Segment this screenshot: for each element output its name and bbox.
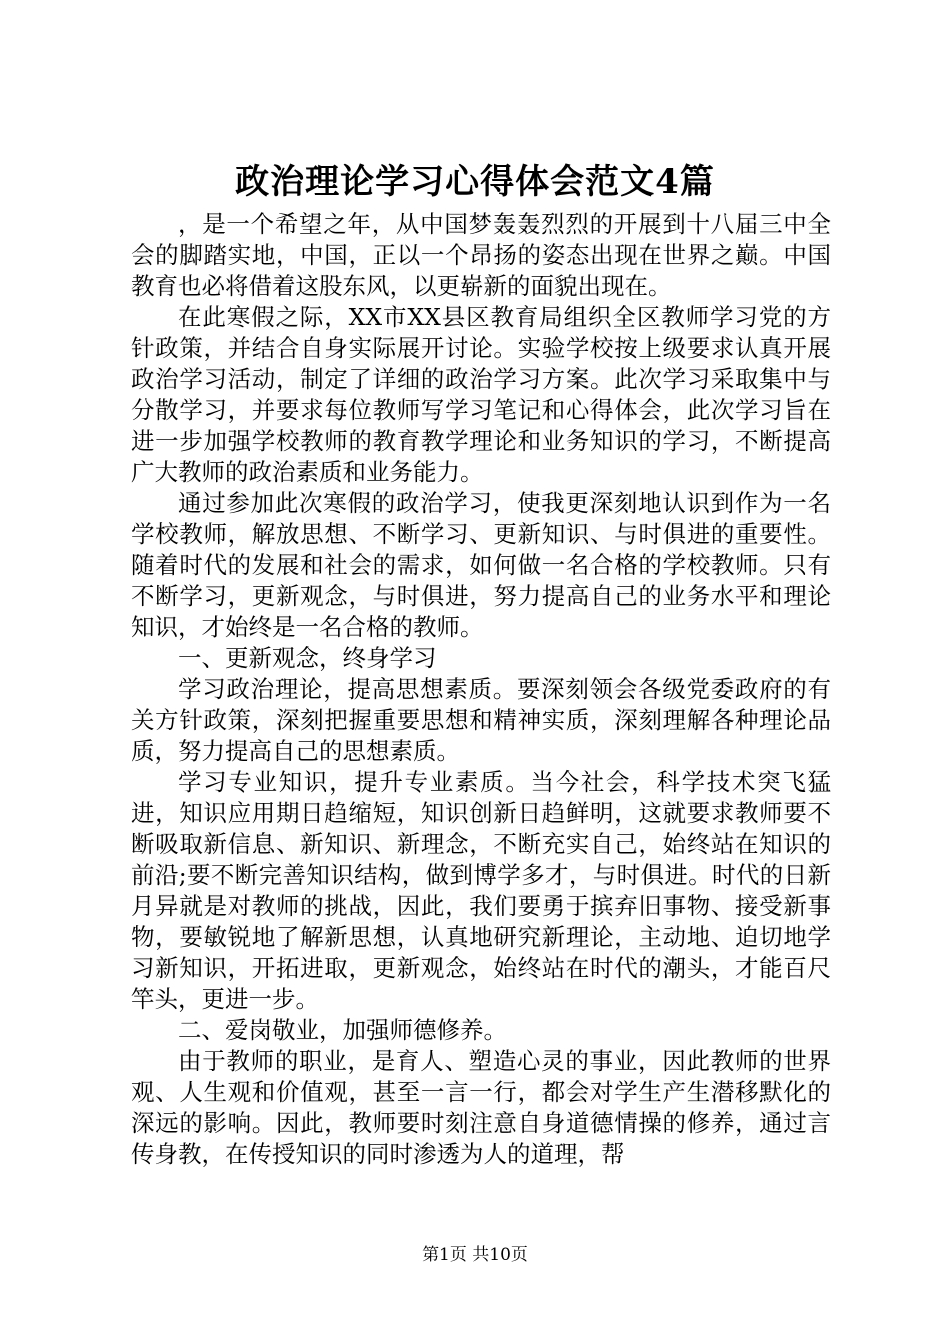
paragraph-6: 由于教师的职业，是育人、塑造心灵的事业，因此教师的世界观、人生观和价值观，甚至一言一行，都会对学生产生潜移默化的深远的影响。因此，教师要时刻注意自身道德情操的修养，通过言传身教，在传授知识的同时渗透为人的道理，帮 bbox=[131, 1047, 831, 1168]
document-body bbox=[131, 209, 831, 1170]
paragraph-1: ，是一个希望之年，从中国梦轰轰烈烈的开展到十八届三中全会的脚踏实地，中国，正以一个昂扬的姿态出现在世界之巅。中国教育也必将借着这股东风，以更崭新的面貌出现在。 bbox=[131, 210, 831, 300]
section-heading-2: 二、爱岗敬业，加强师德修养。 bbox=[178, 1016, 507, 1044]
section-heading-1: 一、更新观念，终身学习 bbox=[178, 644, 437, 672]
paragraph-5: 学习专业知识，提升专业素质。当今社会，科学技术突飞猛进，知识应用期日趋缩短，知识创新日趋鲜明，这就要求教师要不断吸取新信息、新知识、新理念，不断充实自己，始终站在知识的前沿;要不断完善知识结构，做到博学多才，与时俱进。时代的日新月异就是对教师的挑战，因此，我们要勇于摈弃旧事物、接受新事物，要敏锐地了解新思想，认真地研究新理论，主动地、迫切地学习新知识，开拓进取，更新观念，始终站在时代的潮头，才能百尺竿头，更进一步。 bbox=[131, 768, 831, 1013]
paragraph-2: 在此寒假之际，XX市XX县区教育局组织全区教师学习党的方针政策，并结合自身实际展开讨论。实验学校按上级要求认真开展政治学习活动，制定了详细的政治学习方案。此次学习采取集中与分散学习，并要求每位教师写学习笔记和心得体会，此次学习旨在进一步加强学校教师的教育教学理论和业务知识的学习，不断提高广大教师的政治素质和业务能力。 bbox=[131, 303, 831, 486]
paragraph-3: 通过参加此次寒假的政治学习，使我更深刻地认识到作为一名学校教师，解放思想、不断学习、更新知识、与时俱进的重要性。随着时代的发展和社会的需求，如何做一名合格的学校教师。只有不断学习，更新观念，与时俱进，努力提高自己的业务水平和理论知识，才始终是一名合格的教师。 bbox=[131, 489, 831, 641]
document-title: 政治理论学习心得体会范文4篇 bbox=[235, 162, 715, 202]
page-footer: 第1页 共10页 bbox=[422, 1245, 528, 1265]
paragraph-4: 学习政治理论，提高思想素质。要深刻领会各级党委政府的有关方针政策，深刻把握重要思想和精神实质，深刻理解各种理论品质，努力提高自己的思想素质。 bbox=[131, 675, 831, 765]
